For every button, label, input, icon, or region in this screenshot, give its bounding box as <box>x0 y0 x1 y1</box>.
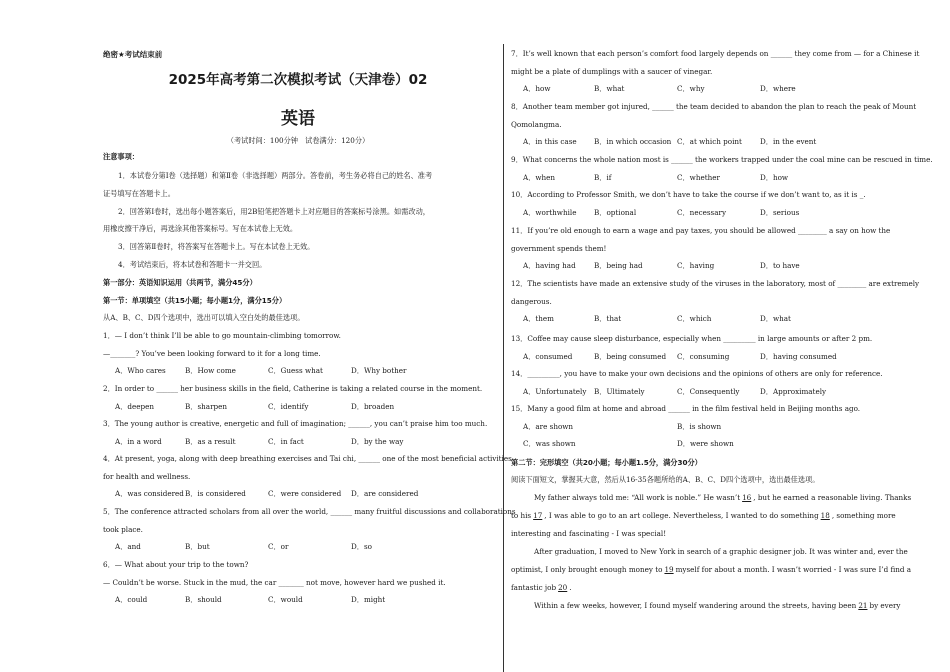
question-3-options <box>103 437 493 451</box>
passage-line: After graduation, I moved to New York in search of a graphic designer job. It was winter and, ever the <box>534 547 908 556</box>
question-2-stem: 2．In order to ______ her business skills in the field, Catherine is taking a related course in the moment. <box>103 384 483 393</box>
question-6-stem: 6．— What about your trip to the town? <box>103 560 249 569</box>
passage-text: by every <box>869 601 901 610</box>
question-6-stem: — Couldn’t be worse. Stuck in the mud, the car _______ not move, however hard we pushed it. <box>103 577 446 587</box>
option-D[interactable]: D．are considered <box>351 489 419 499</box>
option-D[interactable]: D．so <box>351 542 372 552</box>
option-C[interactable]: C．consuming <box>677 351 730 361</box>
question-8-options <box>511 137 901 151</box>
passage-text: fantastic job <box>511 583 557 592</box>
question-1-options <box>103 366 493 380</box>
question-2-options <box>103 402 493 416</box>
note-line: 2．回答第Ⅰ卷时，选出每小题答案后，用2B铅笔把答题卡上对应题目的答案标号涂黑。如需改动， <box>118 207 430 216</box>
note-line: 4．考试结束后，将本试卷和答题卡一并交回。 <box>118 260 267 269</box>
passage-line <box>511 565 911 574</box>
option-C[interactable]: C．in fact <box>268 436 304 446</box>
exam-title: 2025年高考第二次模拟考试（天津卷）02 <box>168 72 428 88</box>
option-B[interactable]: B．but <box>185 542 210 552</box>
option-D[interactable]: D．by the way <box>351 436 404 446</box>
option-C[interactable]: C．or <box>268 542 289 552</box>
option-A[interactable]: A．having had <box>523 261 576 271</box>
note-line: 1．本试卷分第Ⅰ卷（选择题）和第Ⅱ卷（非选择题）两部分。答卷前，考生务必将自己的姓名、准考 <box>118 171 433 180</box>
passage-text: to his <box>511 511 532 520</box>
option-A[interactable]: A．Who cares <box>115 366 166 376</box>
option-B[interactable]: B．being consumed <box>594 351 667 361</box>
question-1-stem: —_______? You’ve been looking forward to it for a long time. <box>103 348 321 358</box>
option-A[interactable]: A．worthwhile <box>523 207 577 217</box>
blank-21: 21 <box>858 601 868 610</box>
blank-19: 19 <box>664 565 674 574</box>
section2-heading: 第二节：完形填空（共20小题；每小题1.5分，满分30分） <box>511 458 702 467</box>
passage-line <box>511 511 896 520</box>
option-B[interactable]: B．optional <box>594 207 637 217</box>
option-D[interactable]: D．where <box>760 84 796 94</box>
option-D[interactable]: D．serious <box>760 207 800 217</box>
question-12-stem: dangerous. <box>511 296 552 306</box>
option-C[interactable]: C．having <box>677 261 715 271</box>
option-B[interactable]: B．Ultimately <box>594 386 645 396</box>
option-A[interactable]: A．in this case <box>523 137 577 147</box>
option-B[interactable]: B．that <box>594 314 622 324</box>
option-B[interactable]: B．How come <box>185 366 236 376</box>
question-10-stem: 10．According to Professor Smith, we don’t have to take the course if we don’t want to, as it is _. <box>511 190 866 199</box>
notes-heading: 注意事项： <box>103 152 139 161</box>
option-C[interactable]: C．Guess what <box>268 366 323 376</box>
option-B[interactable]: B．is shown <box>677 421 722 431</box>
option-B[interactable]: B．is considered <box>185 489 246 499</box>
option-D[interactable]: D．broaden <box>351 401 395 411</box>
question-9-options <box>511 173 901 187</box>
subject-title: 英语 <box>281 109 315 129</box>
question-13-options <box>511 352 901 366</box>
option-D[interactable]: D．having consumed <box>760 351 837 361</box>
option-C[interactable]: C．was shown <box>523 439 576 449</box>
option-A[interactable]: A．in a word <box>115 436 162 446</box>
exam-meta: （考试时间：100分钟 试卷满分：120分） <box>226 136 370 145</box>
question-10-options <box>511 208 901 222</box>
option-C[interactable]: C．why <box>677 84 705 94</box>
option-B[interactable]: B．being had <box>594 261 643 271</box>
passage-text: optimist, I only brought enough money to <box>511 565 663 574</box>
option-D[interactable]: D．Why bother <box>351 366 407 376</box>
option-A[interactable]: A．was considered <box>115 489 184 499</box>
note-line: 3．回答第Ⅱ卷时，将答案写在答题卡上。写在本试卷上无效。 <box>118 242 315 251</box>
question-8-stem: 8．Another team member got injured, ______ the team decided to abandon the plan to reach the peak of Mount <box>511 102 917 111</box>
question-5-stem: took place. <box>103 524 143 534</box>
option-C[interactable]: C．would <box>268 595 303 605</box>
question-12-stem: 12．The scientists have made an extensive study of the viruses in the laboratory, most of ________ are extremely <box>511 279 920 288</box>
section1-heading: 第一节：单项填空（共15小题；每小题1分，满分15分） <box>103 296 287 305</box>
question-15-stem: 15．Many a good film at home and abroad ______ in the film festival held in Beijing months ago. <box>511 404 861 413</box>
question-8-stem: Qomolangma. <box>511 119 562 129</box>
confidential-label: 绝密★考试结束前 <box>103 50 163 59</box>
passage-text: , I was able to go to an art college. Nevertheless, I wanted to do something <box>544 511 819 520</box>
passage-text: . <box>569 583 572 592</box>
question-11-stem: 11．If you’re old enough to earn a wage and pay taxes, you should be allowed ________ a say on how the <box>511 226 891 235</box>
option-D[interactable]: D．in the event <box>760 137 817 147</box>
option-D[interactable]: D．what <box>760 314 791 324</box>
option-D[interactable]: D．to have <box>760 261 800 271</box>
option-A[interactable]: A．them <box>523 314 554 324</box>
question-11-options <box>511 261 901 275</box>
question-12-options <box>511 314 901 328</box>
option-D[interactable]: D．Approximately <box>760 386 827 396</box>
question-5-stem: 5．The conference attracted scholars from all over the world, ______ many fruitful discussions and collaborations <box>103 507 516 516</box>
option-C[interactable]: C．were considered <box>268 489 342 499</box>
question-6-options <box>103 595 493 609</box>
question-15-options <box>511 439 901 453</box>
passage-text: myself for about a month. I wasn’t worried - I was sure I’d find a <box>675 565 912 574</box>
option-D[interactable]: D．might <box>351 595 386 605</box>
blank-18: 18 <box>820 511 830 520</box>
option-A[interactable]: A．when <box>523 172 556 182</box>
option-C[interactable]: C．identify <box>268 401 309 411</box>
note-line: 用橡皮擦干净后，再选涂其他答案标号。写在本试卷上无效。 <box>103 224 298 233</box>
option-B[interactable]: B．sharpen <box>185 401 227 411</box>
question-7-stem: 7．It’s well known that each person’s comfort food largely depends on ______ they come from — for a Chinese it <box>511 49 920 58</box>
option-A[interactable]: A．how <box>523 84 551 94</box>
option-A[interactable]: A．Unfortunately <box>523 386 587 396</box>
question-4-options <box>103 489 493 503</box>
question-5-options <box>103 542 493 556</box>
passage-line <box>534 601 900 610</box>
question-3-stem: 3．The young author is creative, energetic and full of imagination; ______, you can’t praise him too much. <box>103 419 488 428</box>
passage-text: , something more <box>831 511 896 520</box>
question-13-stem: 13．Coffee may cause sleep disturbance, especially when _________ in large amounts or after 2 pm. <box>511 334 873 343</box>
passage-text: Within a few weeks, however, I found myself wandering around the streets, having been <box>534 601 857 610</box>
option-A[interactable]: A．could <box>115 595 148 605</box>
question-14-stem: 14．_________, you have to make your own decisions and the opinions of others are only for reference. <box>511 369 883 378</box>
passage-line: interesting and fascinating - I was special! <box>511 529 667 538</box>
passage-text: , but he earned a reasonable living. Thanks <box>753 493 912 502</box>
blank-17: 17 <box>533 511 543 520</box>
question-4-stem: 4．At present, yoga, along with deep breathing exercises and Tai chi, ______ one of the most beneficial activities <box>103 454 512 463</box>
option-A[interactable]: A．are shown <box>523 421 574 431</box>
question-11-stem: government spends them! <box>511 243 607 253</box>
passage-line <box>534 493 911 502</box>
question-7-options <box>511 84 901 98</box>
section2-instruction: 阅读下面短文，掌握其大意，然后从16-35各题所给的A、B、C、D四个选项中，选出最佳选项。 <box>511 475 820 484</box>
question-9-stem: 9．What concerns the whole nation most is ______ the workers trapped under the coal mine can be rescued in time. <box>511 155 933 164</box>
section1-instruction: 从A、B、C、D四个选项中，选出可以填入空白处的最佳选项。 <box>103 313 305 322</box>
option-C[interactable]: C．necessary <box>677 207 727 217</box>
blank-16: 16 <box>742 493 752 502</box>
option-A[interactable]: A．and <box>115 542 141 552</box>
option-C[interactable]: C．at which point <box>677 137 742 147</box>
option-D[interactable]: D．were shown <box>677 439 734 449</box>
question-15-options <box>511 422 901 436</box>
option-B[interactable]: B．should <box>185 595 222 605</box>
option-C[interactable]: C．which <box>677 314 712 324</box>
question-4-stem: for health and wellness. <box>103 471 191 481</box>
option-B[interactable]: B．what <box>594 84 625 94</box>
question-14-options <box>511 387 901 401</box>
note-line: 证号填写在答题卡上。 <box>103 189 175 198</box>
option-C[interactable]: C．whether <box>677 172 720 182</box>
option-C[interactable]: C．Consequently <box>677 386 740 396</box>
option-B[interactable]: B．in which occasion <box>594 137 672 147</box>
question-1-stem: 1．— I don’t think I’ll be able to go mountain-climbing tomorrow. <box>103 331 341 340</box>
option-D[interactable]: D．how <box>760 172 789 182</box>
column-divider <box>503 44 504 672</box>
passage-line <box>511 583 572 592</box>
option-B[interactable]: B．as a result <box>185 436 236 446</box>
part1-heading: 第一部分：英语知识运用（共两节，满分45分） <box>103 278 257 287</box>
question-7-stem: might be a plate of dumplings with a saucer of vinegar. <box>511 66 713 76</box>
passage-text: My father always told me: “All work is noble.” He wasn’t <box>534 493 741 502</box>
option-B[interactable]: B．if <box>594 172 612 182</box>
option-A[interactable]: A．consumed <box>523 351 573 361</box>
option-A[interactable]: A．deepen <box>115 401 154 411</box>
blank-20: 20 <box>558 583 568 592</box>
